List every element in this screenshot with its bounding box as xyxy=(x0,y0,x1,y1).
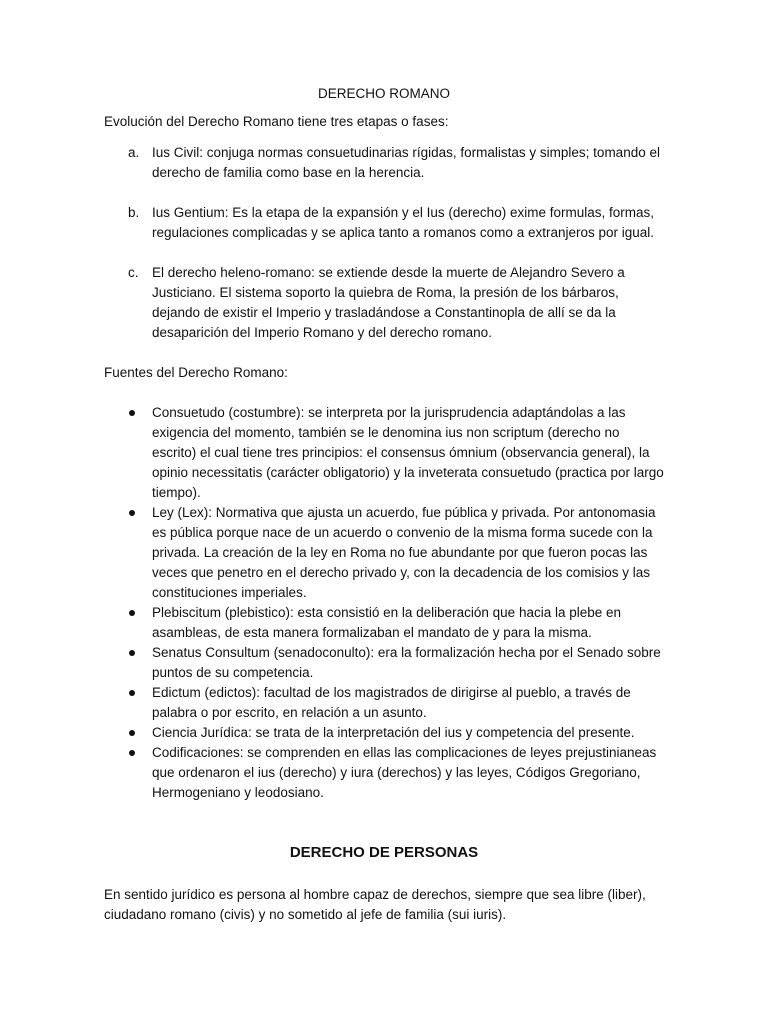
intro-paragraph: Evolución del Derecho Romano tiene tres etapas o fases: xyxy=(104,114,449,129)
document-page xyxy=(104,84,664,925)
list-item xyxy=(104,403,664,503)
list-item xyxy=(104,503,664,603)
bullet-icon xyxy=(129,650,135,656)
list-item-text: Edictum (edictos): facultad de los magistrados de dirigirse al pueblo, a través de palabra o por escrito, en relación a un asunto. xyxy=(152,685,631,720)
bullet-icon xyxy=(129,610,135,616)
bullet-icon xyxy=(129,750,135,756)
list-item xyxy=(104,723,664,743)
list-item xyxy=(104,263,664,343)
list-item xyxy=(104,143,664,183)
stages-list xyxy=(104,143,664,343)
list-item-text: El derecho heleno-romano: se extiende desde la muerte de Alejandro Severo a Justiciano. El sistema soporto la quiebra de Roma, la presión de los bárbaros, dejando de existir el Imperio y trasladándose a Constantinopla de allí se da la desaparición del Imperio Romano y del derecho romano. xyxy=(152,265,625,340)
bullet-icon xyxy=(129,410,135,416)
list-item xyxy=(104,203,664,243)
bullet-icon xyxy=(129,510,135,516)
list-item xyxy=(104,643,664,683)
sources-list xyxy=(104,403,664,803)
bullet-icon xyxy=(129,690,135,696)
list-item-text: Ley (Lex): Normativa que ajusta un acuerdo, fue pública y privada. Por antonomasia es pública porque nace de un acuerdo o convenio de la misma forma sucede con la privada. La creación de la ley en Roma no fue abundante por que fueron pocas las veces que penetro en el derecho privado y, con la decadencia de los comisios y las constituciones imperiales. xyxy=(152,505,656,600)
list-item-text: Ius Civil: conjuga normas consuetudinarias rígidas, formalistas y simples; tomando el derecho de familia como base en la herencia. xyxy=(152,145,660,180)
section-title: DERECHO DE PERSONAS xyxy=(289,844,479,861)
list-marker: b. xyxy=(128,205,140,220)
list-item xyxy=(104,683,664,723)
list-item-text: Ius Gentium: Es la etapa de la expansión y el Ius (derecho) exime formulas, formas, regulaciones complicadas y se aplica tanto a romanos como a extranjeros por igual. xyxy=(152,205,655,240)
list-marker: c. xyxy=(128,265,139,280)
list-item xyxy=(104,743,664,803)
list-marker: a. xyxy=(128,145,140,160)
list-item xyxy=(104,603,664,643)
list-item-text: Senatus Consultum (senadoconulto): era la formalización hecha por el Senado sobre puntos de su competencia. xyxy=(152,645,661,680)
list-item-text: Consuetudo (costumbre): se interpreta por la jurisprudencia adaptándolas a las exigencia del momento, también se le denomina ius non scriptum (derecho no escrito) el cual tiene tres principios: el consensus ómnium (observancia general), la opinio necessitatis (carácter obligatorio) y la inveterata consuetudo (practica por largo tiempo). xyxy=(152,405,664,500)
sources-heading: Fuentes del Derecho Romano: xyxy=(104,365,288,380)
bullet-icon xyxy=(129,730,135,736)
list-item-text: Ciencia Jurídica: se trata de la interpretación del ius y competencia del presente. xyxy=(152,725,635,740)
list-item-text: Codificaciones: se comprenden en ellas las complicaciones de leyes prejustinianeas que ordenaron el ius (derecho) y iura (derechos) y las leyes, Códigos Gregoriano, Hermogeniano y leodosiano. xyxy=(152,745,657,800)
closing-paragraph: En sentido jurídico es persona al hombre capaz de derechos, siempre que sea libre (liber), ciudadano romano (civis) y no sometido al jefe de familia (sui iuris). xyxy=(104,887,646,922)
document-title: DERECHO ROMANO xyxy=(317,86,450,101)
list-item-text: Plebiscitum (plebistico): esta consistió en la deliberación que hacia la plebe en asambleas, de esta manera formalizaban el mandato de y para la misma. xyxy=(152,605,622,640)
